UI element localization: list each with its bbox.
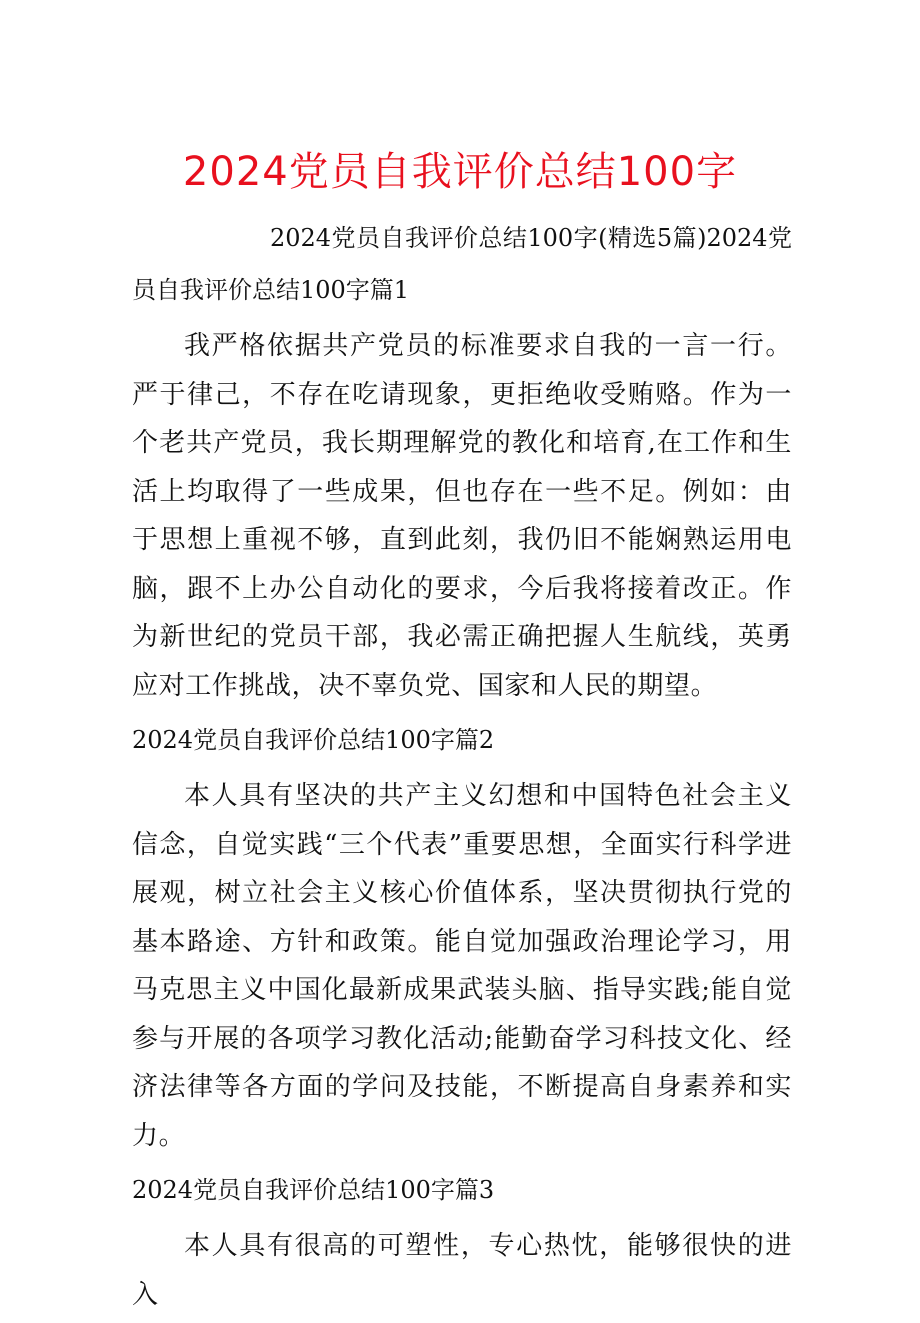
lead-heading: 2024党员自我评价总结100字(精选5篇)2024党员自我评价总结100字篇1 bbox=[132, 224, 792, 304]
section-2-heading: 2024党员自我评价总结100字篇2 bbox=[132, 726, 495, 754]
document-body bbox=[132, 212, 792, 1323]
section-1-paragraph: 我严格依据共产党员的标准要求自我的一言一行。严于律己，不存在吃请现象，更拒绝收受贿赂。作为一个老共产党员，我长期理解党的教化和培育,在工作和生活上均取得了一些成果，但也存在一些不足。例如：由于思想上重视不够，直到此刻，我仍旧不能娴熟运用电脑，跟不上办公自动化的要求，今后我将接着改正。作为新世纪的党员干部，我必需正确把握人生航线，英勇应对工作挑战，决不辜负党、国家和人民的期望。 bbox=[132, 331, 792, 701]
section-2-paragraph: 本人具有坚决的共产主义幻想和中国特色社会主义信念，自觉实践“三个代表”重要思想，全面实行科学进展观，树立社会主义核心价值体系，坚决贯彻执行党的基本路途、方针和政策。能自觉加强政治理论学习，用马克思主义中国化最新成果武装头脑、指导实践;能自觉参与开展的各项学习教化活动;能勤奋学习科技文化、经济法律等各方面的学问及技能，不断提高自身素养和实力。 bbox=[132, 781, 792, 1151]
section-3-paragraph: 本人具有很高的可塑性，专心热忱，能够很快的进入 bbox=[132, 1231, 792, 1310]
section-3-heading: 2024党员自我评价总结100字篇3 bbox=[132, 1176, 495, 1204]
document-title: 2024党员自我评价总结100字 bbox=[182, 149, 738, 195]
